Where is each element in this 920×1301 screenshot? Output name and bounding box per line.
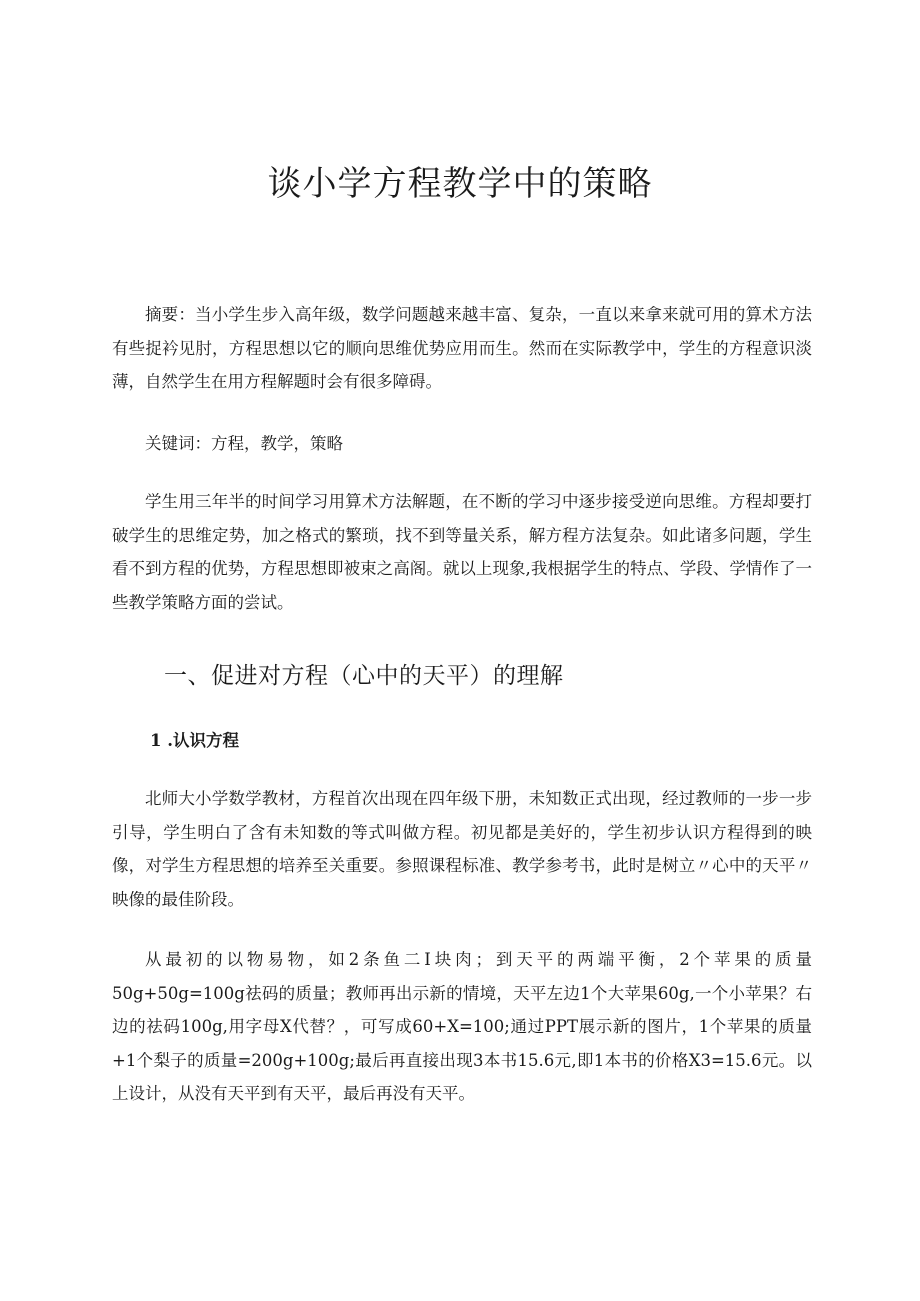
body-paragraph-1: 北师大小学数学教材，方程首次出现在四年级下册，未知数正式出现，经过教师的一步一步引导，学生明白了含有未知数的等式叫做方程。初见都是美好的，学生初步认识方程得到的映像，对学生方程思想的培养至关重要。参照课程标准、教学参考书，此时是树立〃心中的天平〃映像的最佳阶段。 [112, 789, 812, 909]
keywords-paragraph: 关键词：方程，教学，策略 [145, 434, 343, 453]
section-heading: 一、促进对方程（心中的天平）的理解 [164, 663, 564, 689]
subsection-heading: 1 .认识方程 [150, 731, 239, 750]
intro-paragraph: 学生用三年半的时间学习用算术方法解题，在不断的学习中逐步接受逆向思维。方程却要打破学生的思维定势，加之格式的繁琐，找不到等量关系，解方程方法复杂。如此诸多问题，学生看不到方程的优势，方程思想即被束之高阁。就以上现象,我根据学生的特点、学段、学情作了一些教学策略方面的尝试。 [112, 492, 812, 612]
document-title: 谈小学方程教学中的策略 [267, 164, 653, 204]
body-paragraph-2: 从最初的以物易物，如2条鱼二I块肉；到天平的两端平衡，2个苹果的质量50g+50g=100g祛码的质量；教师再出示新的情境，天平左边1个大苹果60g,一个小苹果？右边的祛码100g,用字母X代替？，可写成60+X=100;通过PPT展示新的图片，1个苹果的质量+1个梨子的质量=200g+100g;最后再直接出现3本书15.6元,即1本书的价格X3=15.6元。以上设计，从没有天平到有天平，最后再没有天平。 [112, 950, 812, 1103]
abstract-paragraph: 摘要：当小学生步入高年级，数学问题越来越丰富、复杂，一直以来拿来就可用的算术方法有些捉衿见肘，方程思想以它的顺向思维优势应用而生。然而在实际教学中，学生的方程意识淡薄，自然学生在用方程解题时会有很多障碍。 [112, 305, 812, 391]
